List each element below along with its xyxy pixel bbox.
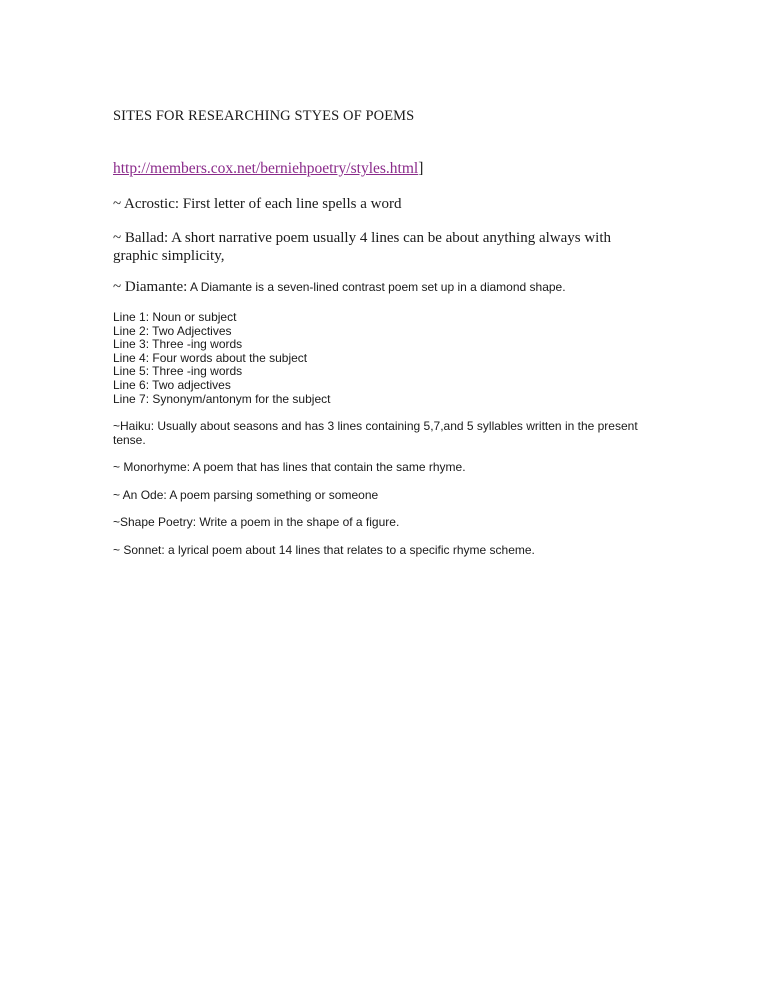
- diamante-definition: [113, 279, 643, 295]
- list-item: Line 4: Four words about the subject: [113, 350, 308, 365]
- acrostic-definition: ~ Acrostic: First letter of each line spells a word: [113, 196, 402, 212]
- list-item: Line 5: Three -ing words: [113, 364, 243, 379]
- ballad-definition: ~ Ballad: A short narrative poem usually 4 lines can be about anything always with graphic simplicity,: [113, 230, 612, 264]
- list-item: Line 2: Two Adjectives: [113, 323, 232, 338]
- monorhyme-definition: ~ Monorhyme: A poem that has lines that contain the same rhyme.: [113, 460, 466, 475]
- diamante-line-list: [113, 311, 643, 406]
- list-item: Line 1: Noun or subject: [113, 310, 237, 324]
- list-item: Line 6: Two adjectives: [113, 377, 231, 392]
- list-item: Line 7: Synonym/antonym for the subject: [113, 391, 331, 406]
- shape-poetry-definition: ~Shape Poetry: Write a poem in the shape of a figure.: [113, 515, 400, 530]
- haiku-definition: ~Haiku: Usually about seasons and has 3 lines containing 5,7,and 5 syllables written in the present tense.: [113, 419, 638, 447]
- diamante-description: A Diamante is a seven-lined contrast poem set up in a diamond shape.: [187, 280, 566, 294]
- source-link-line: [113, 159, 643, 179]
- page-title: SITES FOR RESEARCHING STYES OF POEMS: [113, 108, 415, 124]
- document-body: [113, 106, 643, 557]
- ode-definition: ~ An Ode: A poem parsing something or someone: [113, 487, 379, 502]
- list-item: Line 3: Three -ing words: [113, 337, 243, 352]
- link-trailing-bracket: ]: [418, 160, 424, 177]
- diamante-label: ~ Diamante:: [113, 279, 188, 295]
- poetry-styles-link[interactable]: http://members.cox.net/berniehpoetry/styles.html: [113, 160, 419, 177]
- sonnet-definition: ~ Sonnet: a lyrical poem about 14 lines that relates to a specific rhyme scheme.: [113, 542, 535, 557]
